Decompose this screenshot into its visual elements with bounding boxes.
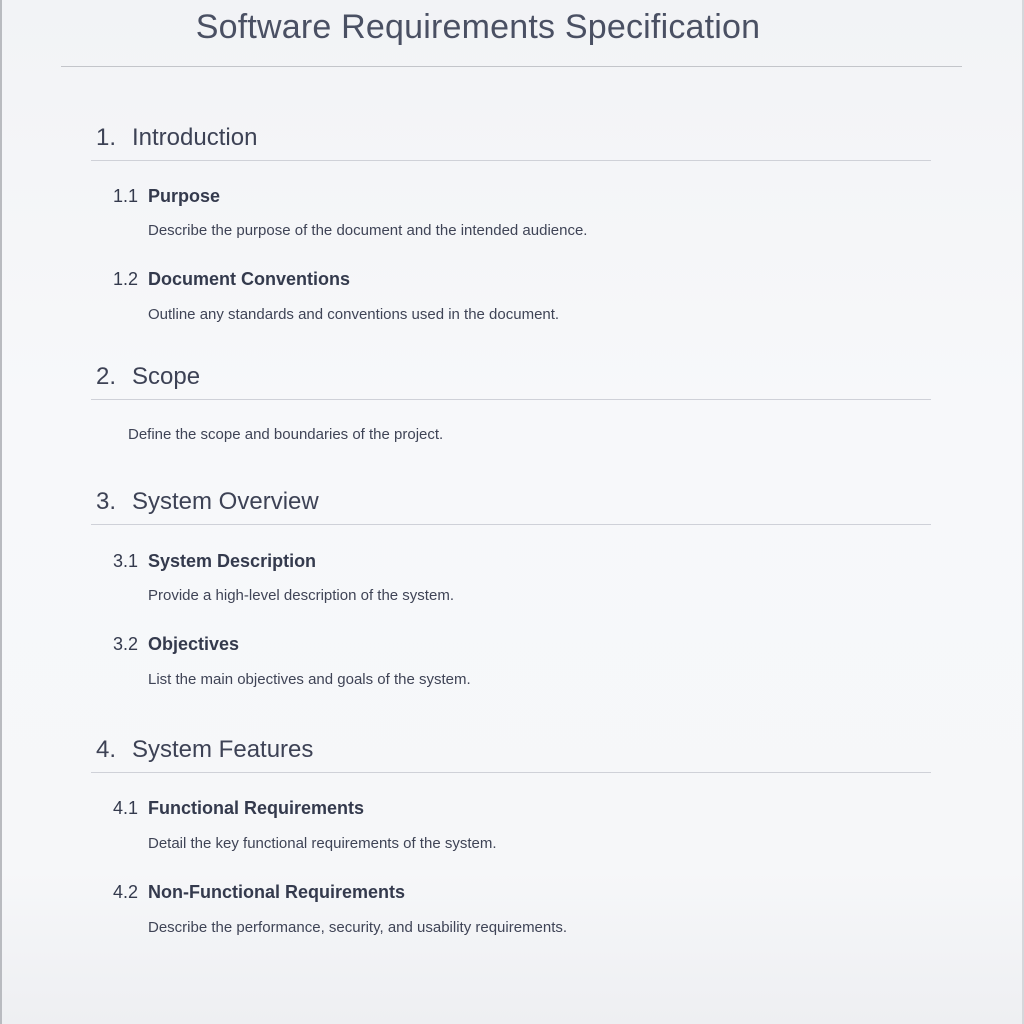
subsection-non-functional-requirements xyxy=(113,882,813,903)
section-divider xyxy=(91,160,931,161)
subsection-objectives xyxy=(113,634,813,655)
section-title: Scope xyxy=(132,363,201,390)
subsection-number: 4.1 xyxy=(113,798,139,818)
section-divider xyxy=(91,399,931,400)
section-system-features xyxy=(91,736,931,773)
subsection-system-description xyxy=(113,551,813,572)
section-introduction xyxy=(91,124,931,161)
section-title: System Overview xyxy=(132,488,319,515)
section-system-overview xyxy=(91,488,931,525)
subsection-functional-requirements xyxy=(113,798,813,819)
section-number: 4. xyxy=(96,736,117,763)
subsection-text: Provide a high-level description of the system. xyxy=(148,587,454,604)
section-number: 3. xyxy=(96,488,117,515)
section-heading xyxy=(91,736,931,772)
subsection-title: Functional Requirements xyxy=(148,798,365,818)
subsection-number: 3.1 xyxy=(113,551,139,571)
subsection-heading xyxy=(113,186,813,207)
section-title: Introduction xyxy=(132,124,258,151)
subsection-text: Outline any standards and conventions used in the document. xyxy=(148,306,560,323)
subsection-title: Objectives xyxy=(148,634,240,654)
subsection-heading xyxy=(113,882,813,903)
subsection-number: 3.2 xyxy=(113,634,139,654)
section-text: Define the scope and boundaries of the project. xyxy=(128,426,444,443)
section-number: 2. xyxy=(96,363,117,390)
subsection-heading xyxy=(113,551,813,572)
subsection-purpose xyxy=(113,186,813,207)
subsection-text: List the main objectives and goals of the system. xyxy=(148,671,471,688)
subsection-text: Describe the performance, security, and usability requirements. xyxy=(148,919,568,936)
subsection-number: 4.2 xyxy=(113,882,139,902)
section-number: 1. xyxy=(96,124,117,151)
subsection-heading xyxy=(113,269,813,290)
subsection-title: System Description xyxy=(148,551,317,571)
document-title: Software Requirements Specification xyxy=(195,8,761,46)
section-scope xyxy=(91,363,931,400)
subsection-title: Non-Functional Requirements xyxy=(148,882,406,902)
section-divider xyxy=(91,772,931,773)
subsection-number: 1.2 xyxy=(113,269,139,289)
subsection-title: Document Conventions xyxy=(148,269,351,289)
section-title: System Features xyxy=(132,736,314,763)
section-heading xyxy=(91,488,931,524)
subsection-title: Purpose xyxy=(148,186,221,206)
page-left-edge xyxy=(0,0,2,1024)
section-heading xyxy=(91,124,931,160)
section-heading xyxy=(91,363,931,399)
subsection-heading xyxy=(113,798,813,819)
section-divider xyxy=(91,524,931,525)
subsection-text: Detail the key functional requirements of the system. xyxy=(148,835,497,852)
subsection-number: 1.1 xyxy=(113,186,139,206)
subsection-heading xyxy=(113,634,813,655)
subsection-text: Describe the purpose of the document and the intended audience. xyxy=(148,222,588,239)
subsection-document-conventions xyxy=(113,269,813,290)
title-divider xyxy=(61,66,962,67)
